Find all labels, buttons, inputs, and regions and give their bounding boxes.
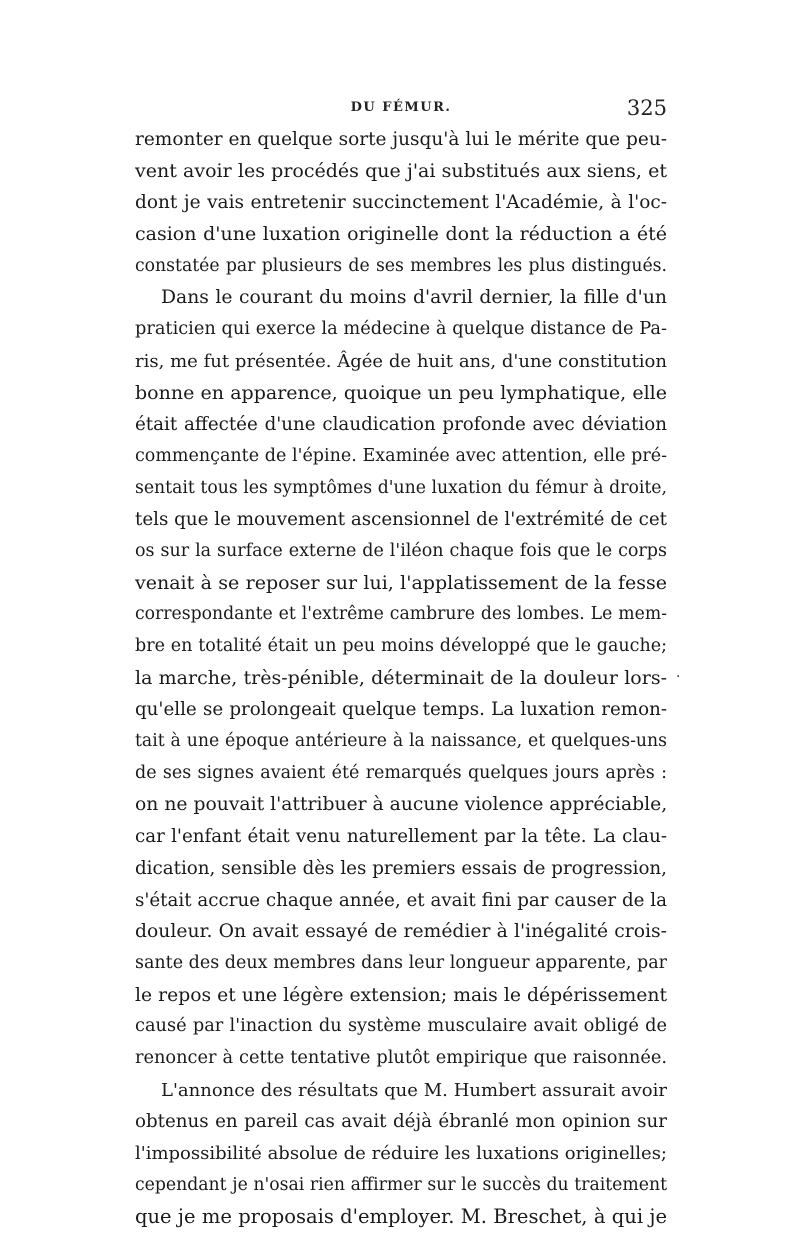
text-line: venait à se reposer sur lui, l'applatissement de la fesse (135, 571, 667, 594)
text-line: vent avoir les procédés que j'ai substitués aux siens, et (135, 159, 667, 182)
text-line: l'impossibilité absolue de réduire les luxations originelles; (135, 1143, 667, 1164)
text-line: ris, me fut présentée. Âgée de huit ans, d'une constitution (135, 350, 667, 372)
text-line: bonne en apparence, quoique un peu lymphatique, elle (135, 381, 667, 404)
text-line: s'était accrue chaque année, et avait fini par causer de la (135, 889, 667, 911)
text-line: Dans le courant du moins d'avril dernier, la fille d'un (161, 287, 667, 309)
text-line: tels que le mouvement ascensionnel de l'extrémité de cet (135, 509, 667, 531)
text-line: constatée par plusieurs de ses membres les plus distingués. (135, 255, 667, 276)
page-number: 325 (626, 96, 667, 120)
text-line: que je me proposais d'employer. M. Breschet, à qui je (135, 1205, 667, 1229)
text-line: douleur. On avait essayé de remédier à l'inégalité crois- (135, 921, 667, 943)
text-line: était affectée d'une claudication profonde avec déviation (135, 414, 667, 436)
text-line: la marche, très-pénible, déterminait de la douleur lors- (135, 666, 667, 689)
text-line: le repos et une légère extension; mais le dépérissement (135, 984, 667, 1006)
text-line: commençante de l'épine. Examinée avec attention, elle pré- (135, 445, 667, 466)
text-line: bre en totalité était un peu moins développé que le gauche; (135, 636, 667, 656)
text-line: on ne pouvait l'attribuer à aucune violence appréciable, (135, 794, 668, 816)
text-line: dication, sensible dès les premiers essais de progression, (135, 857, 667, 879)
text-line: casion d'une luxation originelle dont la réduction a été (135, 223, 667, 246)
text-line: tait à une époque antérieure à la naissance, et quelques-uns (135, 731, 667, 752)
text-line: correspondante et l'extrême cambrure des lombes. Le mem- (135, 604, 667, 625)
text-line: car l'enfant était venu naturellement par la tête. La clau- (135, 826, 667, 848)
text-line: cependant je n'osai rien affirmer sur le succès du traitement (135, 1174, 667, 1195)
text-line: de ses signes avaient été remarqués quelques jours après : (135, 762, 667, 783)
text-line: obtenus en pareil cas avait déjà ébranlé mon opinion sur (135, 1111, 667, 1133)
text-line: renoncer à cette tentative plutôt empirique que raisonnée. (135, 1047, 667, 1068)
text-line: sentait tous les symptômes d'une luxation du fémur à droite, (135, 477, 667, 498)
text-line: os sur la surface externe de l'iléon chaque fois que le corps (135, 540, 667, 561)
text-line: praticien qui exerce la médecine à quelque distance de Pa- (135, 319, 667, 340)
text-line: sante des deux membres dans leur longueur apparente, par (135, 952, 667, 973)
text-line: remonter en quelque sorte jusqu'à lui le mérite que peu- (135, 129, 667, 150)
text-line: causé par l'inaction du système musculaire avait obligé de (135, 1016, 667, 1037)
running-title: DU FÉMUR. (350, 100, 452, 115)
margin-dot-mark: · (676, 669, 681, 685)
text-line: dont je vais entretenir succinctement l'Académie, à l'oc- (135, 192, 667, 214)
text-line: qu'elle se prolongeait quelque temps. La luxation remon- (135, 699, 667, 721)
text-line: L'annonce des résultats que M. Humbert assurait avoir (161, 1079, 667, 1101)
body-text (135, 124, 667, 1233)
